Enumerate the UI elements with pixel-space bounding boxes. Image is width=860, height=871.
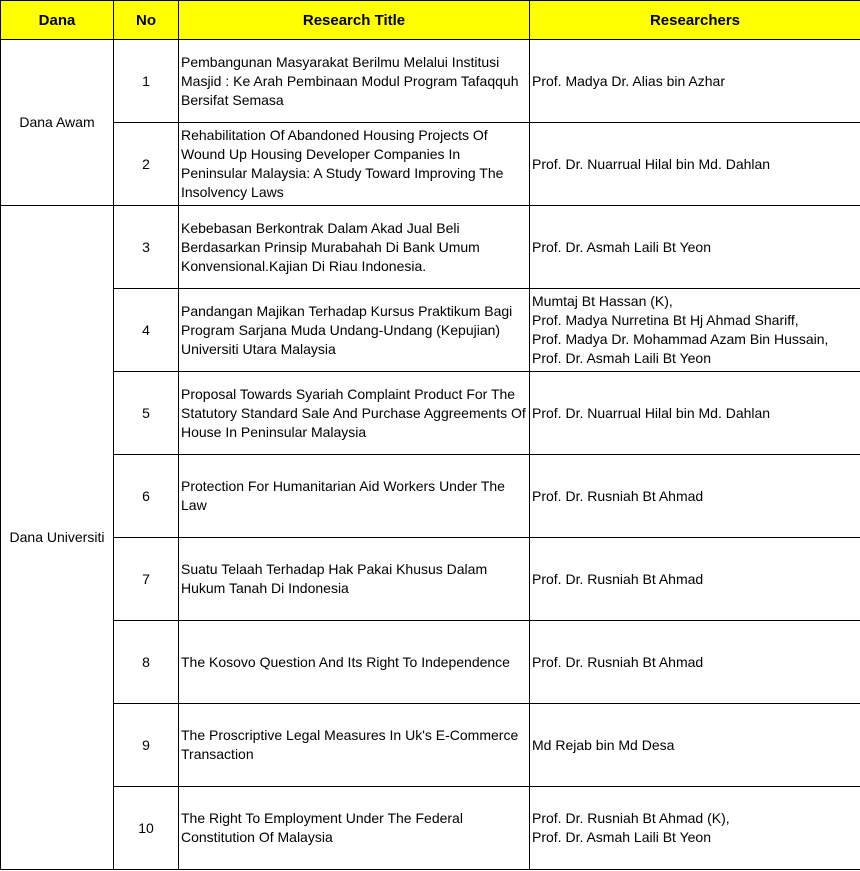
- no-cell: 5: [114, 372, 179, 455]
- title-cell: Suatu Telaah Terhadap Hak Pakai Khusus Dalam Hukum Tanah Di Indonesia: [179, 538, 530, 621]
- no-cell: 2: [114, 123, 179, 206]
- header-dana: Dana: [1, 1, 114, 40]
- no-cell: 1: [114, 40, 179, 123]
- researcher-name: Mumtaj Bt Hassan (K),: [532, 293, 673, 309]
- title-cell: Pandangan Majikan Terhadap Kursus Praktikum Bagi Program Sarjana Muda Undang-Undang (Kepujian) Universiti Utara Malaysia: [179, 289, 530, 372]
- table-row: [1, 538, 860, 621]
- dana-cell: Dana Awam: [1, 40, 114, 206]
- researcher-name: Prof. Dr. Rusniah Bt Ahmad: [532, 653, 704, 670]
- header-researchers: Researchers: [530, 1, 860, 40]
- table-row: [1, 206, 860, 289]
- researchers-cell: [530, 621, 860, 704]
- header-research-title: Research Title: [179, 1, 530, 40]
- researcher-name: Prof. Dr. Asmah Laili Bt Yeon: [532, 238, 711, 255]
- table-row: [1, 455, 860, 538]
- header-row: [1, 1, 860, 40]
- table-row: [1, 40, 860, 123]
- no-cell: 6: [114, 455, 179, 538]
- title-cell: The Proscriptive Legal Measures In Uk's E-Commerce Transaction: [179, 704, 530, 787]
- no-cell: 8: [114, 621, 179, 704]
- researcher-name: Prof. Dr. Nuarrual Hilal bin Md. Dahlan: [532, 404, 771, 421]
- researchers-cell: [530, 289, 860, 372]
- researchers-cell: [530, 455, 860, 538]
- researchers-cell: [530, 123, 860, 206]
- researcher-name: Prof. Dr. Rusniah Bt Ahmad: [532, 487, 704, 504]
- researcher-name: Prof. Madya Dr. Mohammad Azam Bin Hussain,: [532, 331, 829, 347]
- no-cell: 4: [114, 289, 179, 372]
- researchers-cell: [530, 40, 860, 123]
- researcher-name: Prof. Dr. Rusniah Bt Ahmad: [532, 570, 704, 587]
- researcher-name: Prof. Dr. Asmah Laili Bt Yeon: [532, 829, 711, 845]
- researcher-name: Prof. Dr. Nuarrual Hilal bin Md. Dahlan: [532, 155, 771, 172]
- researcher-name: Prof. Dr. Asmah Laili Bt Yeon: [532, 350, 711, 366]
- researcher-name: Prof. Madya Nurretina Bt Hj Ahmad Shariff,: [532, 312, 799, 328]
- table-row: [1, 704, 860, 787]
- title-cell: The Right To Employment Under The Federal Constitution Of Malaysia: [179, 787, 530, 870]
- no-cell: 3: [114, 206, 179, 289]
- title-cell: Protection For Humanitarian Aid Workers Under The Law: [179, 455, 530, 538]
- researchers-cell: [530, 704, 860, 787]
- researcher-name: Md Rejab bin Md Desa: [532, 736, 675, 753]
- no-cell: 9: [114, 704, 179, 787]
- table-row: [1, 372, 860, 455]
- researchers-cell: [530, 538, 860, 621]
- researcher-name: Prof. Dr. Rusniah Bt Ahmad (K),: [532, 810, 730, 826]
- researcher-name: Prof. Madya Dr. Alias bin Azhar: [532, 72, 725, 89]
- title-cell: Rehabilitation Of Abandoned Housing Projects Of Wound Up Housing Developer Companies In Peninsular Malaysia: A Study Toward Improving The Insolvency Laws: [179, 123, 530, 206]
- table-row: [1, 123, 860, 206]
- title-cell: Pembangunan Masyarakat Berilmu Melalui Institusi Masjid : Ke Arah Pembinaan Modul Program Tafaqquh Bersifat Semasa: [179, 40, 530, 123]
- researchers-cell: [530, 206, 860, 289]
- table-row: [1, 621, 860, 704]
- researchers-cell: [530, 372, 860, 455]
- table-row: [1, 289, 860, 372]
- title-cell: Kebebasan Berkontrak Dalam Akad Jual Beli Berdasarkan Prinsip Murabahah Di Bank Umum Konvensional.Kajian Di Riau Indonesia.: [179, 206, 530, 289]
- title-cell: The Kosovo Question And Its Right To Independence: [179, 621, 530, 704]
- no-cell: 7: [114, 538, 179, 621]
- table-row: [1, 787, 860, 870]
- no-cell: 10: [114, 787, 179, 870]
- researchers-cell: [530, 787, 860, 870]
- title-cell: Proposal Towards Syariah Complaint Product For The Statutory Standard Sale And Purchase Aggreements Of House In Peninsular Malaysia: [179, 372, 530, 455]
- dana-cell: Dana Universiti: [1, 206, 114, 870]
- header-no: No: [114, 1, 179, 40]
